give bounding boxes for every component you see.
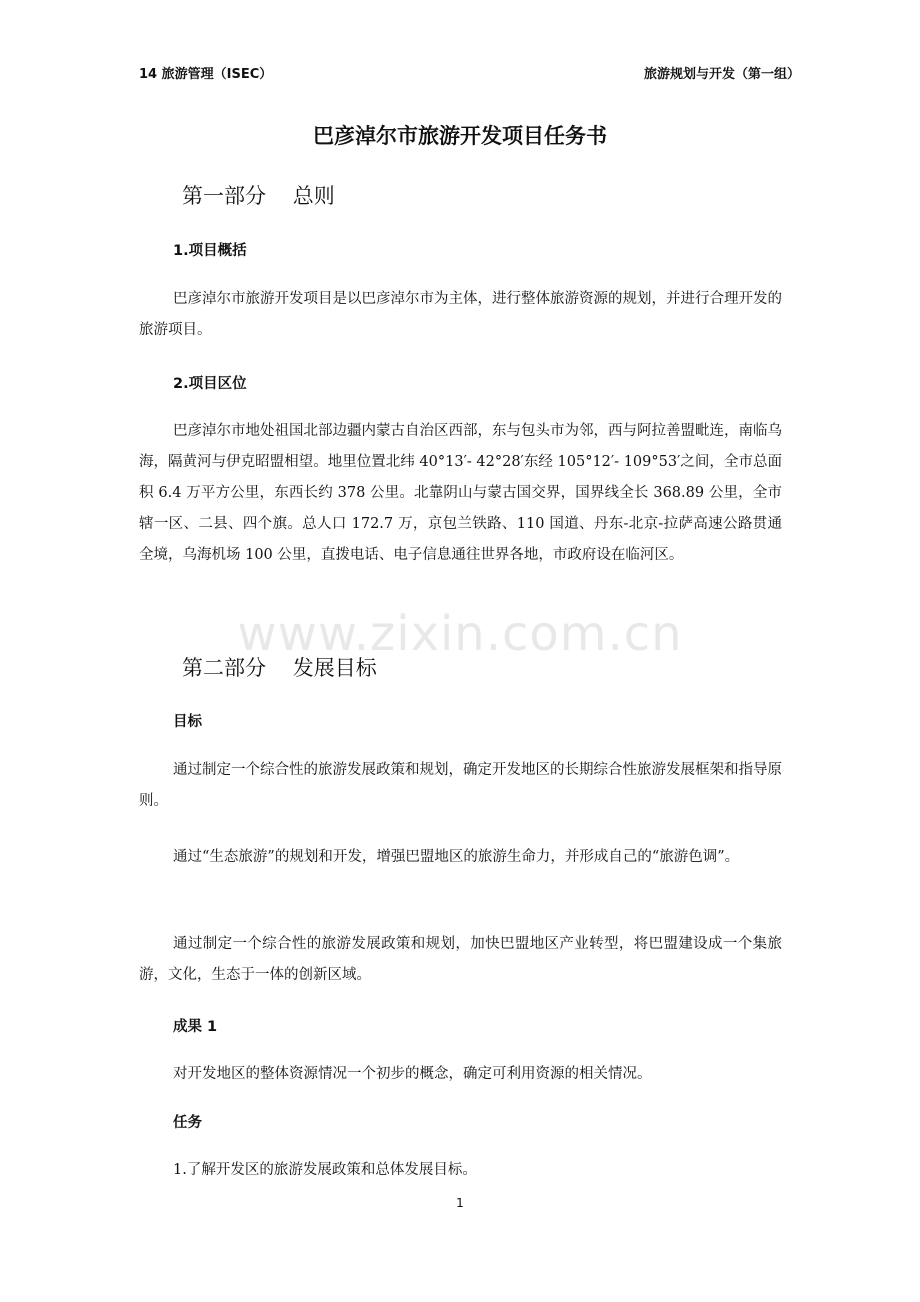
paragraph-project-location: 巴彦淖尔市地处祖国北部边疆内蒙古自治区西部，东与包头市为邻，西与阿拉善盟毗连，南临乌海，隔黄河与伊克昭盟相望。地里位置北纬 40°13′- 42°28′东经 105°12′- 109°53′之间，全市总面积 6.4 万平方公里，东西长约 378 公里。北靠阴山与蒙古国交界，国界线全长 368.89 公里，全市辖一区、二县、四个旗。总人口 172.7 万，京包兰铁路、110 国道、丹东-北京-拉萨高速公路贯通全境，乌海机场 100 公里，直拨电话、电子信息通往世界各地，市政府设在临河区。 [139, 423, 782, 563]
paragraph-result-1: 对开发地区的整体资源情况一个初步的概念，确定可利用资源的相关情况。 [173, 1066, 652, 1082]
part1-heading: 第一部分 总则 [182, 184, 335, 208]
task-item-1: 1.了解开发区的旅游发展政策和总体发展目标。 [173, 1162, 477, 1178]
page-number: 1 [456, 1196, 464, 1210]
paragraph-goal-2: 通过“生态旅游”的规划和开发，增强巴盟地区的旅游生命力，并形成自己的“旅游色调”。 [173, 849, 740, 865]
section-heading-tasks: 任务 [173, 1115, 202, 1131]
section-heading-goals: 目标 [173, 714, 202, 730]
section-heading-project-overview: 1.项目概括 [173, 243, 247, 259]
paragraph-project-overview: 巴彦淖尔市旅游开发项目是以巴彦淖尔市为主体，进行整体旅游资源的规划，并进行合理开发的旅游项目。 [139, 291, 782, 338]
document-title: 巴彦淖尔市旅游开发项目任务书 [313, 124, 607, 148]
header-left-text: 14 旅游管理（ISEC） [139, 67, 273, 82]
paragraph-goal-3: 通过制定一个综合性的旅游发展政策和规划，加快巴盟地区产业转型，将巴盟建设成一个集旅游，文化，生态于一体的创新区域。 [139, 936, 782, 983]
paragraph-goal-1: 通过制定一个综合性的旅游发展政策和规划，确定开发地区的长期综合性旅游发展框架和指导原则。 [139, 762, 782, 809]
watermark: www.zixin.com.cn [237, 606, 683, 662]
header-right-text: 旅游规划与开发（第一组） [643, 67, 800, 82]
section-heading-result-1: 成果 1 [173, 1019, 218, 1035]
part2-heading: 第二部分 发展目标 [182, 656, 377, 680]
section-heading-project-location: 2.项目区位 [173, 376, 247, 392]
